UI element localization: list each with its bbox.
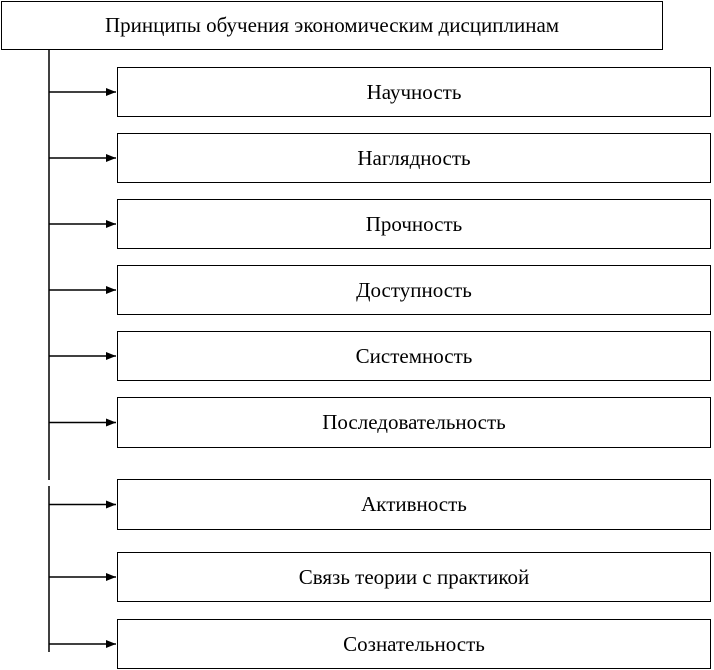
principle-box-6 (117, 397, 711, 448)
principle-box-2 (117, 133, 711, 183)
diagram-title: Принципы обучения экономическим дисциплинам (104, 13, 560, 37)
principle-box-1 (117, 67, 711, 117)
principle-label-1: Научность (366, 79, 462, 104)
principle-box-8 (117, 552, 711, 602)
principle-label-2: Наглядность (357, 145, 471, 170)
principle-label-7: Активность (361, 492, 467, 516)
principle-box-4 (117, 265, 711, 315)
principle-label-5: Системность (355, 343, 473, 368)
principle-label-3: Прочность (365, 211, 463, 236)
principle-box-9 (117, 619, 711, 669)
principle-label-4: Доступность (356, 277, 472, 302)
principle-label-6: Последовательность (322, 410, 506, 434)
principle-label-8: Связь теории с практикой (298, 564, 530, 589)
principle-box-3 (117, 199, 711, 249)
principle-box-7 (117, 479, 711, 530)
principle-label-9: Сознательность (343, 631, 485, 656)
principle-box-5 (117, 331, 711, 381)
